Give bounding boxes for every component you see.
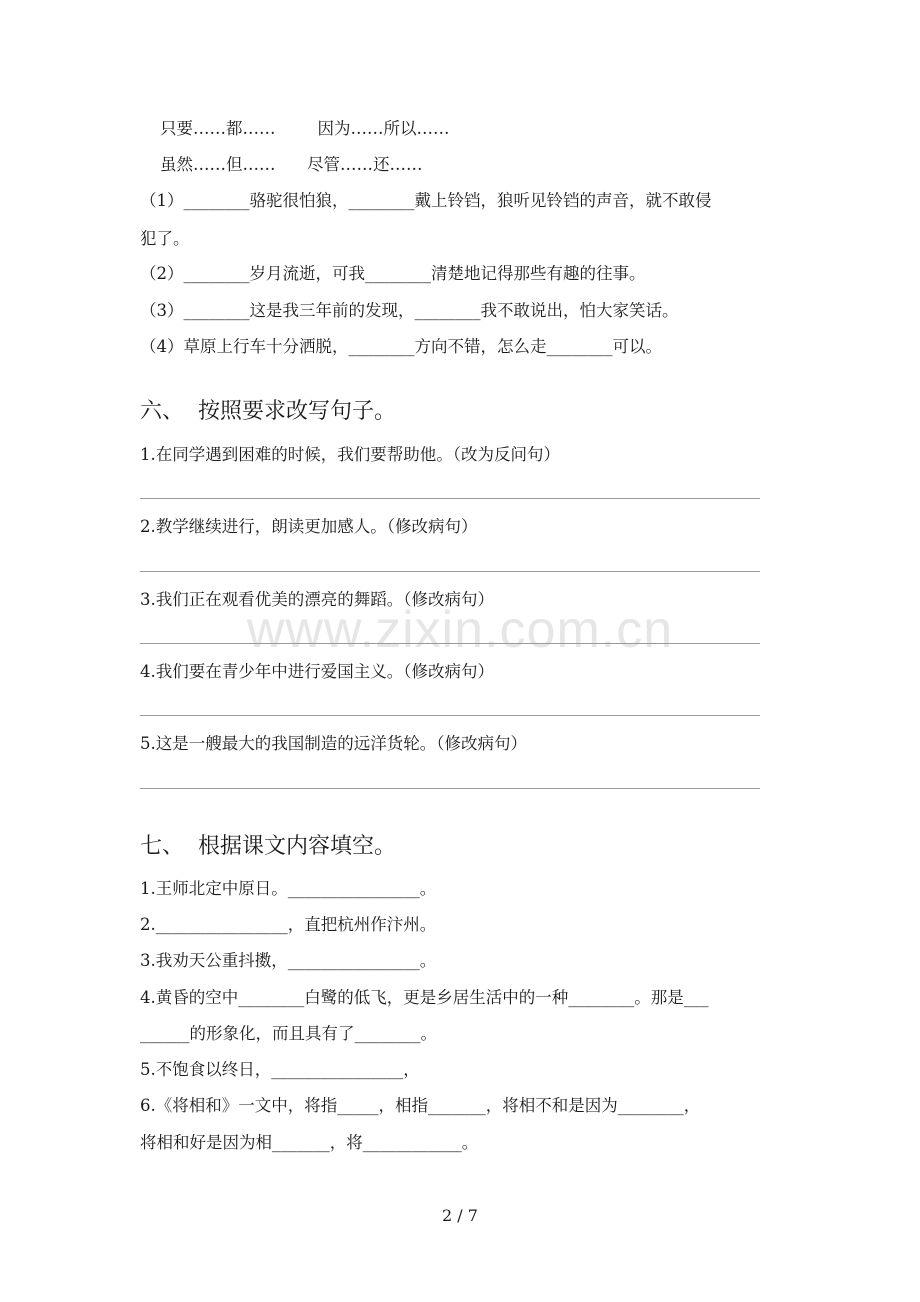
section-7-heading: 七、 根据课文内容填空。 [140,834,396,859]
rewrite-item-3: 3.我们正在观看优美的漂亮的舞蹈。（修改病句） [140,590,494,609]
question-4: （4）草原上行车十分洒脱，________方向不错，怎么走________可以。 [140,337,662,356]
answer-line-4 [140,715,760,716]
answer-line-2 [140,571,760,572]
fill-line-4-cont: ______的形象化，而且具有了________。 [140,1024,437,1043]
page-number: 2 / 7 [442,1206,478,1225]
question-2: （2）________岁月流逝，可我________清楚地记得那些有趣的往事。 [140,264,646,283]
question-1-line-1: （1）________骆驼很怕狼，________戴上铃铛，狼听见铃铛的声音，就不敢侵 [140,191,712,210]
rewrite-item-5: 5.这是一艘最大的我国制造的远洋货轮。（修改病句） [140,734,527,753]
question-3: （3）________这是我三年前的发现，________我不敢说出，怕大家笑话。 [140,301,679,320]
watermark: www.zixin.com.cn [246,601,674,659]
fill-line-5: 5.不饱食以终日，________________， [140,1060,420,1079]
conjunction-row-1: 只要……都…… 因为……所以…… [160,119,450,138]
fill-line-1: 1.王师北定中原日。________________。 [140,879,437,898]
fill-line-3: 3.我劝天公重抖擞，________________。 [140,951,437,970]
fill-line-6: 6.《将相和》一文中，将指_____，相指_______，将相不和是因为________， [140,1096,701,1115]
fill-line-2: 2.________________，直把杭州作汴州。 [140,915,437,934]
answer-line-5 [140,788,760,789]
answer-line-1 [140,498,760,499]
question-1-line-2: 犯了。 [140,229,190,248]
conjunction-row-2: 虽然……但…… 尽管……还…… [160,155,423,174]
fill-line-6-cont: 将相和好是因为相_______，将____________。 [140,1133,479,1152]
rewrite-item-1: 1.在同学遇到困难的时候，我们要帮助他。（改为反问句） [140,445,560,464]
rewrite-item-4: 4.我们要在青少年中进行爱国主义。（修改病句） [140,662,494,681]
answer-line-3 [140,643,760,644]
fill-line-4: 4.黄昏的空中________白鹭的低飞，更是乡居生活中的一种________。那是___ [140,988,709,1007]
section-6-heading: 六、 按照要求改写句子。 [140,399,396,424]
rewrite-item-2: 2.教学继续进行，朗读更加感人。（修改病句） [140,517,478,536]
